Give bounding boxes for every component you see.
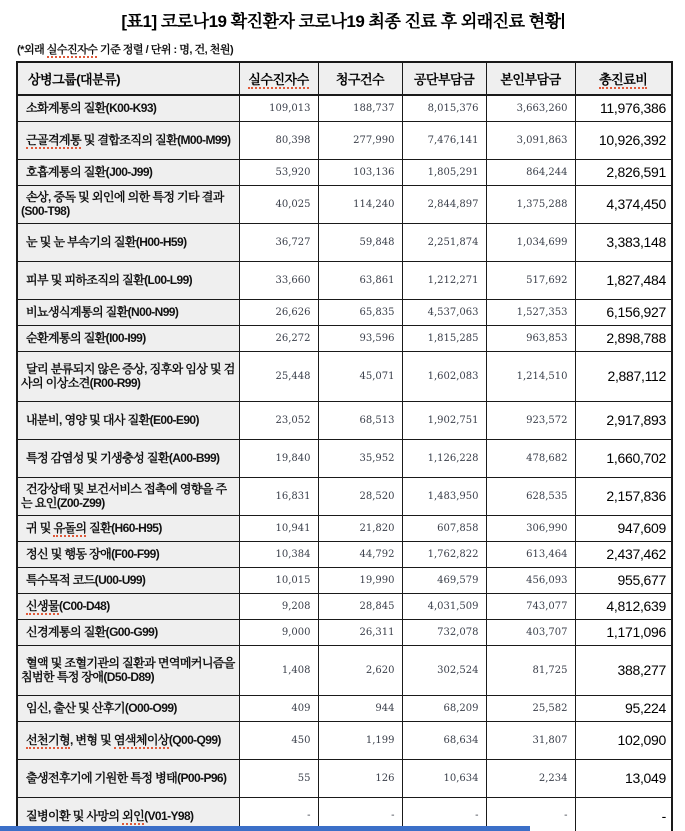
value-cell: 8,015,376: [402, 95, 486, 121]
table-row: [17, 721, 672, 759]
value-cell: 33,660: [239, 261, 318, 299]
value-cell: 9,208: [239, 593, 318, 619]
header-cell: 공단부담금: [402, 62, 486, 95]
value-cell: 53,920: [239, 159, 318, 185]
total-cost-cell: 6,156,927: [575, 299, 672, 325]
value-cell: 26,311: [318, 619, 402, 645]
text-cursor: [562, 13, 564, 29]
total-cost-cell: 13,049: [575, 759, 672, 797]
value-cell: 628,535: [486, 477, 575, 515]
table-row: [17, 261, 672, 299]
total-cost-cell: 2,898,788: [575, 325, 672, 351]
value-cell: 26,272: [239, 325, 318, 351]
value-cell: 613,464: [486, 541, 575, 567]
disease-group-cell: 호흡계통의 질환(J00-J99): [17, 159, 239, 185]
table-body: [17, 95, 672, 831]
value-cell: 2,234: [486, 759, 575, 797]
table-row: [17, 759, 672, 797]
value-cell: 28,520: [318, 477, 402, 515]
table-row: [17, 299, 672, 325]
spellcheck-squiggle: 총진료비: [599, 72, 648, 87]
value-cell: 3,091,863: [486, 121, 575, 159]
total-cost-cell: 2,157,836: [575, 477, 672, 515]
value-cell: 45,071: [318, 351, 402, 401]
value-cell: 10,384: [239, 541, 318, 567]
value-cell: 28,845: [318, 593, 402, 619]
value-cell: 1,214,510: [486, 351, 575, 401]
total-cost-cell: 102,090: [575, 721, 672, 759]
value-cell: 1,034,699: [486, 223, 575, 261]
table-row: [17, 593, 672, 619]
total-cost-cell: 955,677: [575, 567, 672, 593]
value-cell: 302,524: [402, 645, 486, 695]
disease-group-cell: 근골격계통 및 결합조직의 질환(M00-M99): [17, 121, 239, 159]
value-cell: 26,626: [239, 299, 318, 325]
value-cell: 4,537,063: [402, 299, 486, 325]
table-note: (*외래 실수진자수 기준 정렬 / 단위 : 명, 건, 천원): [17, 44, 234, 56]
disease-group-cell: 출생전후기에 기원한 특정 병태(P00-P96): [17, 759, 239, 797]
value-cell: 456,093: [486, 567, 575, 593]
value-cell: 114,240: [318, 185, 402, 223]
header-cell: 본인부담금: [486, 62, 575, 95]
table-row: [17, 401, 672, 439]
table-row: [17, 515, 672, 541]
spellcheck-squiggle: 근골격계통: [26, 132, 81, 147]
total-cost-cell: 947,609: [575, 515, 672, 541]
table-row: [17, 567, 672, 593]
disease-group-cell: 손상, 중독 및 외인에 의한 특정 기타 결과(S00-T98): [17, 185, 239, 223]
total-cost-cell: 2,887,112: [575, 351, 672, 401]
value-cell: 80,398: [239, 121, 318, 159]
disease-group-cell: 혈액 및 조혈기관의 질환과 면역메커니즘을 침범한 특정 장애(D50-D89): [17, 645, 239, 695]
table-row: [17, 325, 672, 351]
spellcheck-squiggle: 선천기형: [26, 732, 70, 747]
total-cost-cell: 388,277: [575, 645, 672, 695]
value-cell: 864,244: [486, 159, 575, 185]
value-cell: 1,527,353: [486, 299, 575, 325]
disease-group-cell: 임신, 출산 및 산후기(O00-O99): [17, 695, 239, 721]
total-cost-cell: 2,917,893: [575, 401, 672, 439]
value-cell: 126: [318, 759, 402, 797]
total-cost-cell: 1,171,096: [575, 619, 672, 645]
disease-group-cell: 피부 및 피하조직의 질환(L00-L99): [17, 261, 239, 299]
value-cell: 2,251,874: [402, 223, 486, 261]
disease-group-cell: 건강상태 및 보건서비스 접촉에 영향을 주는 요인(Z00-Z99): [17, 477, 239, 515]
value-cell: 743,077: [486, 593, 575, 619]
value-cell: 1,815,285: [402, 325, 486, 351]
value-cell: -: [402, 797, 486, 831]
table-row: [17, 185, 672, 223]
value-cell: 81,725: [486, 645, 575, 695]
disease-group-cell: 신생물(C00-D48): [17, 593, 239, 619]
value-cell: 306,990: [486, 515, 575, 541]
value-cell: 1,408: [239, 645, 318, 695]
total-cost-cell: 2,437,462: [575, 541, 672, 567]
total-cost-cell: 3,383,148: [575, 223, 672, 261]
page-title-text: [표1] 코로나19 확진환자 코로나19 최종 진료 후 외래진료 현황: [121, 12, 561, 31]
header-cell: [575, 62, 672, 95]
disease-group-cell: 질병이환 및 사망의 외인(V01-Y98): [17, 797, 239, 831]
total-cost-cell: -: [575, 797, 672, 831]
selection-bar: [0, 826, 530, 831]
spellcheck-squiggle: 실수진자수: [248, 72, 309, 87]
total-cost-cell: 11,976,386: [575, 95, 672, 121]
value-cell: 403,707: [486, 619, 575, 645]
value-cell: 450: [239, 721, 318, 759]
value-cell: 63,861: [318, 261, 402, 299]
disease-group-cell: 소화계통의 질환(K00-K93): [17, 95, 239, 121]
value-cell: 19,990: [318, 567, 402, 593]
value-cell: 1,375,288: [486, 185, 575, 223]
value-cell: 9,000: [239, 619, 318, 645]
spellcheck-squiggle: 실수진자수: [46, 44, 98, 56]
value-cell: 2,844,897: [402, 185, 486, 223]
value-cell: 188,737: [318, 95, 402, 121]
disease-group-cell: 순환계통의 질환(I00-I99): [17, 325, 239, 351]
value-cell: 944: [318, 695, 402, 721]
total-cost-cell: 10,926,392: [575, 121, 672, 159]
value-cell: 277,990: [318, 121, 402, 159]
disease-group-cell: 특정 감염성 및 기생충성 질환(A00-B99): [17, 439, 239, 477]
value-cell: 93,596: [318, 325, 402, 351]
data-table: [16, 61, 673, 831]
disease-group-cell: 선천기형, 변형 및 염색체이상(Q00-Q99): [17, 721, 239, 759]
disease-group-cell: 귀 및 유돌의 질환(H60-H95): [17, 515, 239, 541]
value-cell: 409: [239, 695, 318, 721]
value-cell: 1,805,291: [402, 159, 486, 185]
table-row: [17, 95, 672, 121]
value-cell: 1,762,822: [402, 541, 486, 567]
value-cell: 923,572: [486, 401, 575, 439]
value-cell: 607,858: [402, 515, 486, 541]
header-cell: [239, 62, 318, 95]
disease-group-cell: 특수목적 코드(U00-U99): [17, 567, 239, 593]
value-cell: 7,476,141: [402, 121, 486, 159]
total-cost-cell: 1,660,702: [575, 439, 672, 477]
value-cell: 16,831: [239, 477, 318, 515]
value-cell: 65,835: [318, 299, 402, 325]
disease-group-cell: 달리 분류되지 않은 증상, 징후와 임상 및 검사의 이상소견(R00-R99): [17, 351, 239, 401]
value-cell: 3,663,260: [486, 95, 575, 121]
table-row: [17, 619, 672, 645]
value-cell: 478,682: [486, 439, 575, 477]
total-cost-cell: 95,224: [575, 695, 672, 721]
disease-group-cell: 신경계통의 질환(G00-G99): [17, 619, 239, 645]
value-cell: 469,579: [402, 567, 486, 593]
value-cell: 23,052: [239, 401, 318, 439]
disease-group-cell: 눈 및 눈 부속기의 질환(H00-H59): [17, 223, 239, 261]
value-cell: 109,013: [239, 95, 318, 121]
value-cell: 36,727: [239, 223, 318, 261]
table-row: [17, 351, 672, 401]
value-cell: 963,853: [486, 325, 575, 351]
value-cell: 25,448: [239, 351, 318, 401]
table-row: [17, 645, 672, 695]
value-cell: 2,620: [318, 645, 402, 695]
value-cell: 55: [239, 759, 318, 797]
value-cell: 1,199: [318, 721, 402, 759]
spellcheck-squiggle: 염색체이상: [113, 732, 169, 747]
value-cell: -: [318, 797, 402, 831]
value-cell: 10,634: [402, 759, 486, 797]
table-header: [17, 62, 672, 95]
value-cell: 103,136: [318, 159, 402, 185]
value-cell: 68,209: [402, 695, 486, 721]
value-cell: 59,848: [318, 223, 402, 261]
value-cell: 10,941: [239, 515, 318, 541]
total-cost-cell: 4,374,450: [575, 185, 672, 223]
header-cell: 상병그룹(대분류): [17, 62, 239, 95]
table-row: [17, 477, 672, 515]
page-title: [0, 0, 685, 32]
disease-group-cell: 내분비, 영양 및 대사 질환(E00-E90): [17, 401, 239, 439]
value-cell: 10,015: [239, 567, 318, 593]
table-row: [17, 121, 672, 159]
disease-group-cell: 정신 및 행동 장애(F00-F99): [17, 541, 239, 567]
value-cell: 40,025: [239, 185, 318, 223]
value-cell: 1,483,950: [402, 477, 486, 515]
value-cell: 35,952: [318, 439, 402, 477]
value-cell: 517,692: [486, 261, 575, 299]
value-cell: 4,031,509: [402, 593, 486, 619]
total-cost-cell: 2,826,591: [575, 159, 672, 185]
table-row: [17, 695, 672, 721]
value-cell: 1,212,271: [402, 261, 486, 299]
table-row: [17, 541, 672, 567]
value-cell: 1,902,751: [402, 401, 486, 439]
value-cell: 732,078: [402, 619, 486, 645]
value-cell: 68,513: [318, 401, 402, 439]
value-cell: 21,820: [318, 515, 402, 541]
value-cell: 44,792: [318, 541, 402, 567]
value-cell: 68,634: [402, 721, 486, 759]
value-cell: -: [486, 797, 575, 831]
header-cell: 청구건수: [318, 62, 402, 95]
value-cell: -: [239, 797, 318, 831]
disease-group-cell: 비뇨생식계통의 질환(N00-N99): [17, 299, 239, 325]
value-cell: 1,602,083: [402, 351, 486, 401]
value-cell: 19,840: [239, 439, 318, 477]
table-row: [17, 223, 672, 261]
total-cost-cell: 1,827,484: [575, 261, 672, 299]
table-row: [17, 439, 672, 477]
spellcheck-squiggle: 외인: [122, 808, 145, 823]
value-cell: 31,807: [486, 721, 575, 759]
value-cell: 25,582: [486, 695, 575, 721]
spellcheck-squiggle: 신생물: [26, 598, 59, 613]
spellcheck-squiggle: 유돌의: [53, 520, 87, 535]
total-cost-cell: 4,812,639: [575, 593, 672, 619]
table-row: [17, 159, 672, 185]
value-cell: 1,126,228: [402, 439, 486, 477]
